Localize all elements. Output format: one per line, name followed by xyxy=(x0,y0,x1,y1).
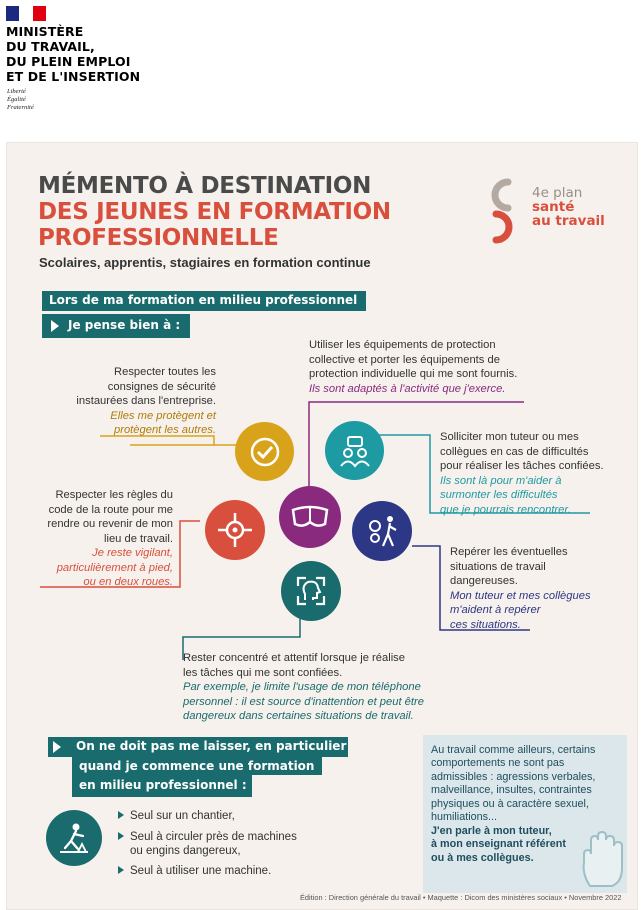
item-consignes-note: protègent les autres. xyxy=(114,424,216,436)
motto-line: Fraternité xyxy=(7,104,34,111)
item-tuteur-note: surmonter les difficultés xyxy=(440,489,558,501)
worker-alone-icon xyxy=(46,810,102,866)
bullet-text: Seul à circuler près de machines xyxy=(130,831,297,843)
bullet-machines-cont xyxy=(130,844,241,859)
behaviour-info-text xyxy=(431,744,623,824)
item-concentration-note: dangereux dans certaines situations de travail. xyxy=(183,710,414,722)
item-dangers-line: dangereuses. xyxy=(450,575,518,587)
info-line: malveillance, insultes, contraintes xyxy=(431,784,592,797)
item-consignes-note: Elles me protègent et xyxy=(110,409,216,422)
section2-banner-label: en milieu professionnel : xyxy=(79,778,247,792)
bullet-arrow-icon xyxy=(118,811,124,819)
item-dangers-note: ces situations. xyxy=(450,618,521,631)
road-safety-icon xyxy=(205,500,265,560)
item-dangers-note: Mon tuteur et mes collègues xyxy=(450,589,591,602)
item-route-line: lieu de travail. xyxy=(103,532,173,545)
section2-banner-line3 xyxy=(72,775,252,797)
bullet-text: Seul à utiliser une machine. xyxy=(130,865,272,877)
footer-credits: Édition : Direction générale du travail • Maquette : Dicom des ministères sociaux • Novembre 2022 xyxy=(300,893,622,902)
item-epi-line: protection individuelle qui me sont fournis. xyxy=(309,368,518,380)
team-icon xyxy=(325,421,384,480)
item-route-note: ou en deux roues. xyxy=(83,576,173,588)
ministry-line: DU PLEIN EMPLOI xyxy=(6,54,131,69)
item-route-line: Respecter les règles du xyxy=(55,489,173,501)
motto-line: Liberté xyxy=(7,88,26,95)
bullet-machines xyxy=(118,830,297,845)
subtitle: Scolaires, apprentis, stagiaires en formation continue xyxy=(39,255,371,270)
item-epi-note: Ils sont adaptés à l'activité que j'exerce. xyxy=(309,382,506,395)
section2-banner-label: On ne doit pas me laisser, en particulier xyxy=(76,739,347,753)
item-concentration-line: les tâches qui me sont confiées. xyxy=(183,666,343,679)
section2-banner-label: quand je commence une formation xyxy=(79,759,315,773)
title-line-3: PROFESSIONNELLE xyxy=(38,225,279,251)
info-action-line: à mon enseignant référent xyxy=(431,838,566,851)
item-epi-line: collective et porter les équipements de xyxy=(309,353,500,366)
behaviour-info-action xyxy=(431,825,601,865)
motto-line: Égalité xyxy=(7,96,26,103)
bullet-text: ou engins dangereux, xyxy=(130,845,241,857)
plan-sante: santé xyxy=(532,199,575,215)
bullet-text: Seul sur un chantier, xyxy=(130,810,235,822)
section1-banner: Lors de ma formation en milieu professionnel xyxy=(42,291,366,311)
item-tuteur xyxy=(440,430,636,517)
item-route-note: particulièrement à pied, xyxy=(56,561,173,574)
item-concentration-note: Par exemple, je limite l'usage de mon téléphone xyxy=(183,681,421,693)
protection-goggles-icon xyxy=(279,486,341,548)
item-dangers-line: situations de travail xyxy=(450,560,546,573)
item-consignes-line: consignes de sécurité xyxy=(107,380,216,393)
section1-banner-sub-label: Je pense bien à : xyxy=(68,318,181,332)
info-action-line: ou à mes collègues. xyxy=(431,851,534,864)
info-line: Au travail comme ailleurs, certains xyxy=(431,744,596,756)
danger-spotting-icon xyxy=(352,501,412,561)
consignes-icon xyxy=(235,422,294,481)
bullet-machine xyxy=(118,864,271,879)
item-epi-line: Utiliser les équipements de protection xyxy=(309,339,496,351)
item-dangers xyxy=(450,545,630,632)
item-concentration-note: personnel : il est source d'inattention et peut être xyxy=(183,695,424,708)
bullet-arrow-icon xyxy=(118,832,124,840)
item-route-note: Je reste vigilant, xyxy=(92,547,173,559)
item-tuteur-line: collègues en cas de difficultés xyxy=(440,445,589,458)
section2-banner-line2 xyxy=(72,757,322,775)
item-concentration xyxy=(183,651,473,724)
ministry-line: MINISTÈRE xyxy=(6,24,84,39)
arrow-right-icon xyxy=(53,741,61,753)
info-line: comportements ne sont pas xyxy=(431,757,565,770)
item-tuteur-line: pour réaliser les tâches confiées. xyxy=(440,460,604,472)
concentration-head-icon xyxy=(281,561,341,621)
info-line: admissibles : agressions verbales, xyxy=(431,770,596,783)
plan-au-travail: au travail xyxy=(532,213,605,229)
section2-banner-line1 xyxy=(48,737,348,757)
title-line-1: MÉMENTO À DESTINATION xyxy=(38,173,372,199)
info-line: humiliations... xyxy=(431,811,498,824)
item-route xyxy=(28,488,173,590)
item-route-line: code de la route pour me xyxy=(48,503,173,516)
info-line: physiques ou à caractère sexuel, xyxy=(431,797,589,810)
item-consignes xyxy=(60,365,216,438)
item-tuteur-line: Solliciter mon tuteur ou mes xyxy=(440,431,579,443)
ministry-line: DU TRAVAIL, xyxy=(6,39,95,54)
item-tuteur-note: Ils sont là pour m'aider à xyxy=(440,474,562,487)
item-consignes-line: Respecter toutes les xyxy=(114,366,216,378)
item-route-line: rendre ou revenir de mon xyxy=(47,518,173,530)
ministry-line: ET DE L'INSERTION xyxy=(6,69,141,84)
plan-number: 4e plan xyxy=(532,185,583,201)
title-line-2: DES JEUNES EN FORMATION xyxy=(38,199,391,225)
bullet-chantier xyxy=(118,809,235,824)
item-dangers-note: m'aident à repérer xyxy=(450,604,541,616)
item-tuteur-note: que je pourrais rencontrer. xyxy=(440,503,571,516)
item-concentration-line: Rester concentré et attentif lorsque je réalise xyxy=(183,652,406,664)
bullet-arrow-icon xyxy=(118,866,124,874)
item-dangers-line: Repérer les éventuelles xyxy=(450,546,568,558)
item-epi xyxy=(309,338,549,396)
item-consignes-line: instaurées dans l'entreprise. xyxy=(76,395,216,407)
info-action-line: J'en parle à mon tuteur, xyxy=(431,825,552,837)
